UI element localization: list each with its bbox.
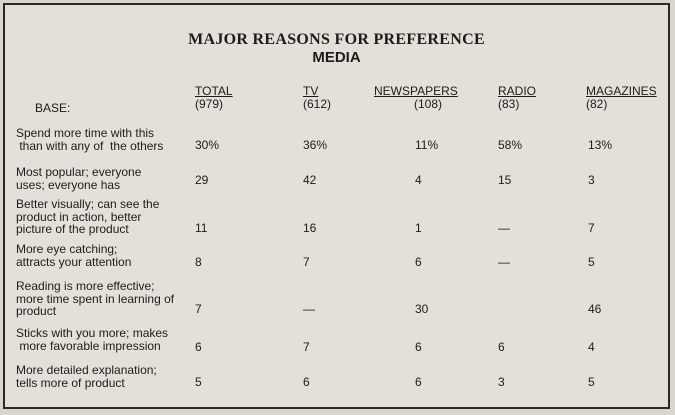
table-cell: — bbox=[498, 221, 510, 235]
column-base: (108) bbox=[414, 97, 443, 111]
row-label bbox=[16, 166, 186, 191]
table-cell: 30% bbox=[195, 138, 220, 152]
table-cell: 6 bbox=[415, 340, 422, 354]
table-cell: 16 bbox=[303, 221, 317, 235]
table-cell: 4 bbox=[588, 340, 595, 354]
document-page bbox=[3, 3, 670, 409]
base-label: BASE: bbox=[35, 101, 71, 115]
row-label bbox=[16, 327, 186, 352]
column-base: (612) bbox=[303, 97, 332, 111]
row-label-line: Reading is more effective; bbox=[16, 279, 155, 293]
row-label-line: tells more of product bbox=[16, 375, 125, 390]
column-header-newspapers bbox=[374, 85, 458, 111]
table-cell: 3 bbox=[588, 173, 595, 187]
column-base: (83) bbox=[498, 97, 520, 111]
table-cell: 11 bbox=[195, 221, 208, 235]
table-cell: 29 bbox=[195, 173, 209, 187]
table-cell: 5 bbox=[588, 255, 595, 269]
page-subtitle: MEDIA bbox=[312, 49, 361, 66]
page-title: MAJOR REASONS FOR PREFERENCE bbox=[188, 31, 485, 48]
row-label bbox=[16, 243, 186, 268]
column-label: MAGAZINES bbox=[586, 84, 657, 98]
row-label-line: Sticks with you more; makes bbox=[16, 326, 169, 340]
table-cell: 7 bbox=[588, 221, 595, 235]
table-cell: — bbox=[498, 255, 510, 269]
table-cell: — bbox=[303, 302, 315, 316]
row-label-line: more time spent in learning of bbox=[16, 291, 175, 306]
column-header-magazines bbox=[586, 85, 657, 111]
row-label-line: Better visually; can see the bbox=[16, 197, 160, 211]
column-header-total bbox=[195, 85, 233, 111]
table-cell: 6 bbox=[415, 255, 422, 269]
row-label-line: More detailed explanation; bbox=[16, 363, 157, 377]
table-cell: 30 bbox=[415, 302, 429, 316]
table-cell: 42 bbox=[303, 173, 317, 187]
table-cell: 7 bbox=[195, 302, 202, 316]
table-cell: 58% bbox=[498, 138, 523, 152]
table-cell: 3 bbox=[498, 375, 505, 389]
table-cell: 46 bbox=[588, 302, 602, 316]
table-cell: 6 bbox=[415, 375, 422, 389]
row-label bbox=[16, 364, 186, 389]
row-label-line: product bbox=[16, 304, 57, 318]
table-cell: 5 bbox=[195, 375, 202, 389]
column-label: TV bbox=[303, 84, 319, 98]
table-cell: 4 bbox=[415, 173, 422, 187]
table-cell: 5 bbox=[588, 375, 595, 389]
row-label-line: more favorable impression bbox=[16, 338, 161, 353]
table-cell: 7 bbox=[303, 255, 310, 269]
table-cell: 8 bbox=[195, 255, 202, 269]
table-cell: 6 bbox=[498, 340, 505, 354]
column-label: RADIO bbox=[498, 84, 537, 98]
row-label bbox=[16, 127, 186, 152]
row-label-line: attracts your attention bbox=[16, 254, 132, 269]
row-label-line: Most popular; everyone bbox=[16, 165, 142, 179]
table-cell: 13% bbox=[588, 138, 613, 152]
column-label: TOTAL bbox=[195, 84, 233, 98]
table-cell: 7 bbox=[303, 340, 310, 354]
column-label: NEWSPAPERS bbox=[374, 84, 458, 98]
column-header-radio bbox=[498, 85, 536, 111]
column-base: (82) bbox=[586, 97, 608, 111]
table-cell: 15 bbox=[498, 173, 512, 187]
row-label bbox=[16, 280, 186, 318]
row-label-line: uses; everyone has bbox=[16, 177, 121, 192]
table-cell: 11% bbox=[415, 138, 439, 152]
table-cell: 1 bbox=[415, 221, 422, 235]
table-cell: 6 bbox=[303, 375, 310, 389]
row-label-line: Spend more time with this bbox=[16, 126, 155, 140]
row-label-line: than with any of the others bbox=[16, 138, 164, 153]
table-cell: 36% bbox=[303, 138, 328, 152]
row-label-line: product in action, better bbox=[16, 209, 142, 224]
row-label bbox=[16, 198, 186, 236]
column-base: (979) bbox=[195, 97, 224, 111]
column-header-tv bbox=[303, 85, 331, 111]
row-label-line: picture of the product bbox=[16, 222, 129, 236]
table-cell: 6 bbox=[195, 340, 202, 354]
row-label-line: More eye catching; bbox=[16, 242, 118, 256]
